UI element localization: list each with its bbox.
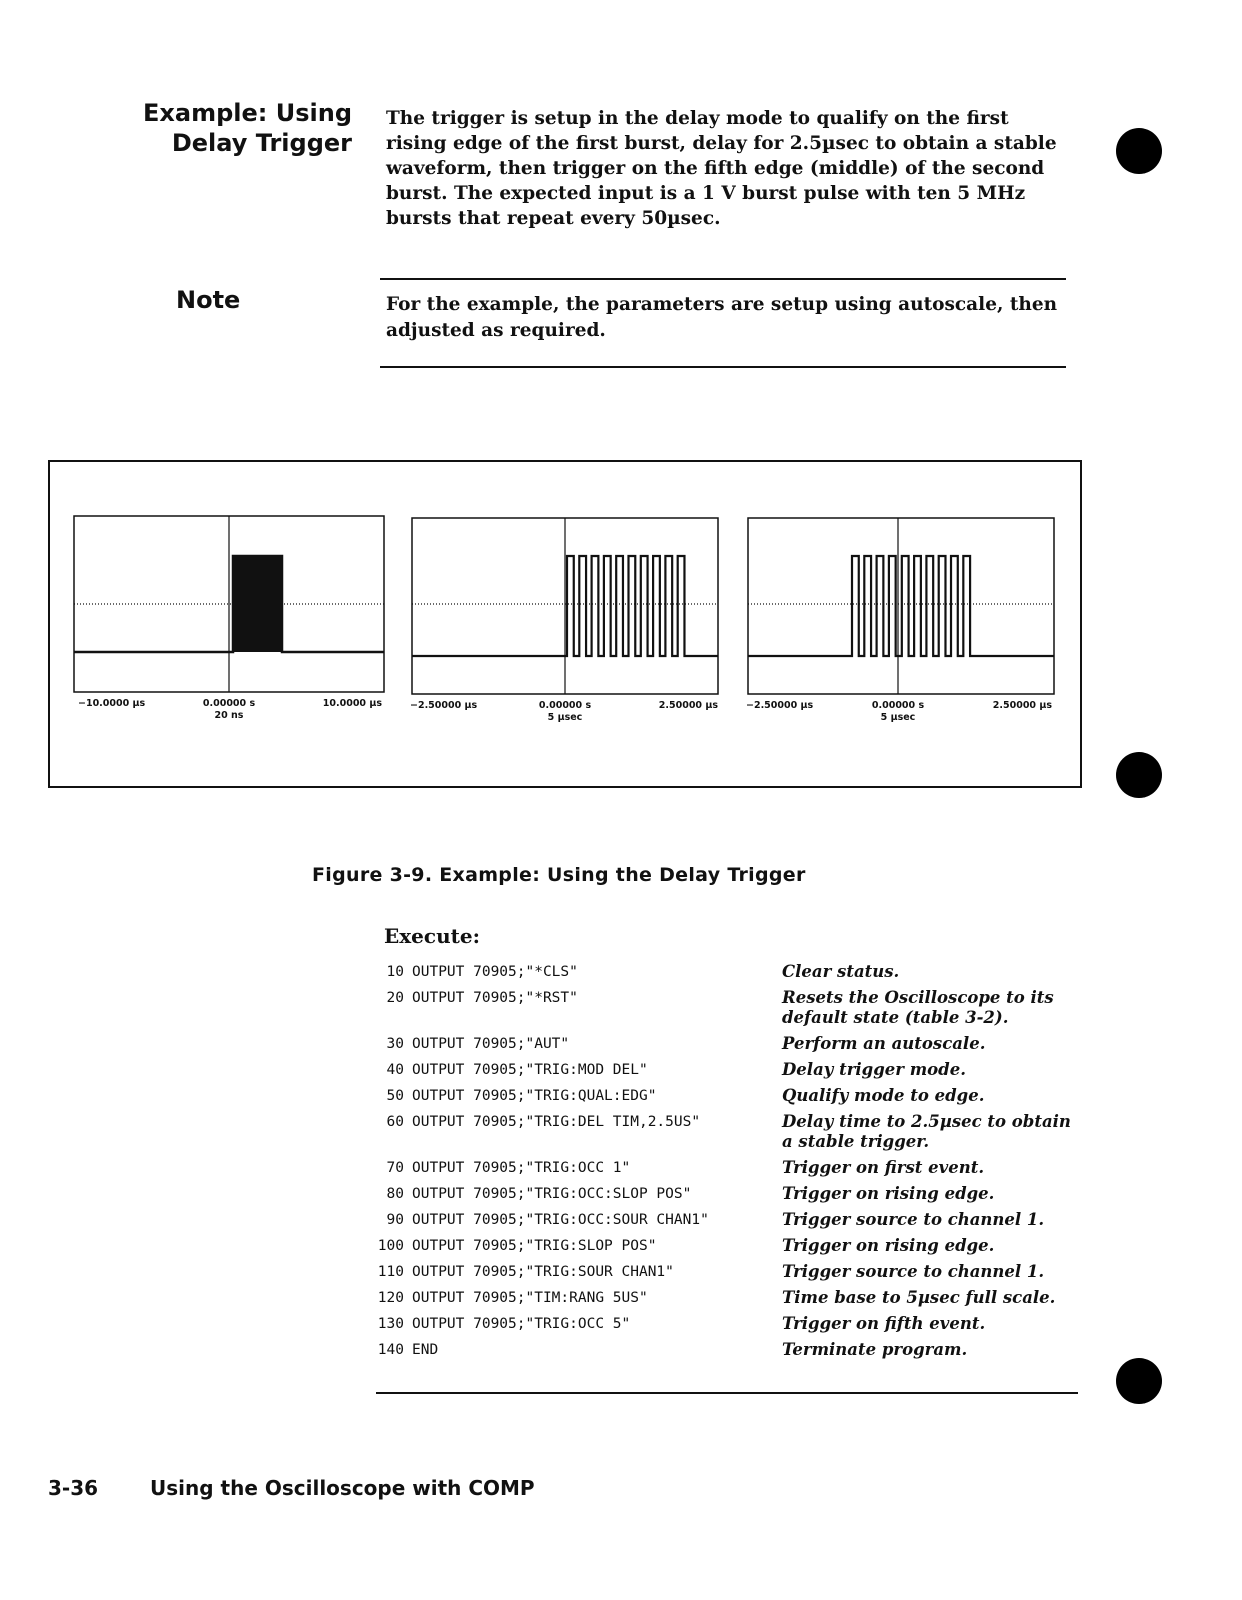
line-number: 100 [377, 1238, 404, 1254]
command-comment: Trigger on first event. [782, 1158, 985, 1177]
command-text: OUTPUT 70905;"TRIG:QUAL:EDG" [412, 1088, 657, 1104]
command-text: OUTPUT 70905;"TRIG:OCC:SOUR CHAN1" [412, 1212, 709, 1228]
program-line [366, 1060, 1086, 1086]
program-line [366, 1112, 1086, 1158]
figure-caption: Figure 3-9. Example: Using the Delay Trigger [312, 864, 806, 886]
line-number: 10 [386, 964, 404, 980]
scope-center-label: 0.00000 s [538, 700, 592, 711]
program-line [366, 1236, 1086, 1262]
program-line [366, 1288, 1086, 1314]
line-number: 60 [386, 1114, 404, 1130]
program-line [366, 1184, 1086, 1210]
command-comment: Delay trigger mode. [782, 1060, 966, 1079]
program-line [366, 1210, 1086, 1236]
command-comment: Trigger source to channel 1. [782, 1210, 1045, 1229]
program-line [366, 1340, 1086, 1366]
note-label: Note [176, 286, 241, 314]
command-text: OUTPUT 70905;"TRIG:OCC 5" [412, 1316, 631, 1332]
command-comment: Clear status. [782, 962, 900, 981]
line-number: 140 [377, 1342, 404, 1358]
command-comment: Terminate program. [782, 1340, 968, 1359]
command-text: OUTPUT 70905;"*CLS" [412, 964, 578, 980]
scope-right-label: 2.50000 µs [992, 700, 1052, 711]
program-line [366, 1158, 1086, 1184]
command-text: OUTPUT 70905;"AUT" [412, 1036, 570, 1052]
command-comment: Perform an autoscale. [782, 1034, 986, 1053]
scope-display-3 [746, 518, 1054, 723]
punch-hole [1116, 1358, 1162, 1404]
program-line [366, 1314, 1086, 1340]
section-heading-line1: Example: Using [143, 99, 352, 127]
command-comment: Resets the Oscilloscope to its default state (table 3-2). [782, 988, 1054, 1027]
line-number: 120 [377, 1290, 404, 1306]
command-text: OUTPUT 70905;"TRIG:OCC:SLOP POS" [412, 1186, 692, 1202]
scope-right-label: 10.0000 µs [322, 698, 382, 709]
line-number: 20 [386, 990, 404, 1006]
scope-left-label: −2.50000 µs [746, 700, 814, 711]
scope-trace [748, 556, 1054, 656]
command-text: END [412, 1342, 439, 1358]
scope-scale-label: 5 µsec [880, 712, 916, 723]
scope-display-2 [410, 518, 718, 723]
command-text: OUTPUT 70905;"TRIG:MOD DEL" [412, 1062, 648, 1078]
scope-center-label: 0.00000 s [871, 700, 925, 711]
command-comment: Trigger source to channel 1. [782, 1262, 1045, 1281]
program-line [366, 1086, 1086, 1112]
execute-label: Execute: [384, 924, 480, 948]
command-text: OUTPUT 70905;"TRIG:SLOP POS" [412, 1238, 657, 1254]
listing-bottom-rule [376, 1392, 1078, 1394]
command-text: OUTPUT 70905;"TRIG:DEL TIM,2.5US" [412, 1114, 701, 1130]
burst-fill [233, 556, 282, 652]
section-heading-line2: Delay Trigger [171, 129, 352, 157]
line-number: 110 [377, 1264, 404, 1280]
line-number: 80 [386, 1186, 404, 1202]
scope-scale-label: 20 ns [214, 710, 244, 721]
scope-left-label: −2.50000 µs [410, 700, 478, 711]
command-comment: Trigger on rising edge. [782, 1236, 995, 1255]
line-number: 50 [386, 1088, 404, 1104]
program-line [366, 1262, 1086, 1288]
intro-paragraph: The trigger is setup in the delay mode to qualify on the first rising edge of the first burst, delay for 2.5µsec to obtain a stable waveform, then trigger on the fifth edge (middle) of the second burst. The expected input is a 1 V burst pulse with ten 5 MHz bursts that repeat every 50µsec. [386, 108, 1057, 229]
scope-right-label: 2.50000 µs [658, 700, 718, 711]
line-number: 90 [386, 1212, 404, 1228]
scope-display-1 [74, 516, 384, 721]
note-text: For the example, the parameters are setup using autoscale, then adjusted as required. [386, 294, 1058, 341]
line-number: 40 [386, 1062, 404, 1078]
command-comment: Time base to 5µsec full scale. [782, 1288, 1056, 1307]
scope-scale-label: 5 µsec [547, 712, 583, 723]
command-comment: Trigger on fifth event. [782, 1314, 986, 1333]
command-text: OUTPUT 70905;"TIM:RANG 5US" [412, 1290, 648, 1306]
program-line [366, 1034, 1086, 1060]
command-text: OUTPUT 70905;"TRIG:OCC 1" [412, 1160, 631, 1176]
footer-title: Using the Oscilloscope with COMP [150, 1476, 535, 1500]
scope-left-label: −10.0000 µs [78, 698, 146, 709]
program-line [366, 962, 1086, 988]
line-number: 30 [386, 1036, 404, 1052]
program-listing [366, 962, 1086, 1366]
line-number: 70 [386, 1160, 404, 1176]
scope-center-label: 0.00000 s [202, 698, 256, 709]
command-text: OUTPUT 70905;"TRIG:SOUR CHAN1" [412, 1264, 674, 1280]
command-comment: Trigger on rising edge. [782, 1184, 995, 1203]
command-comment: Qualify mode to edge. [782, 1086, 985, 1105]
line-number: 130 [377, 1316, 404, 1332]
command-text: OUTPUT 70905;"*RST" [412, 990, 578, 1006]
page-number: 3-36 [48, 1476, 99, 1500]
program-line [366, 988, 1086, 1034]
command-comment: Delay time to 2.5µsec to obtain a stable trigger. [782, 1112, 1071, 1151]
